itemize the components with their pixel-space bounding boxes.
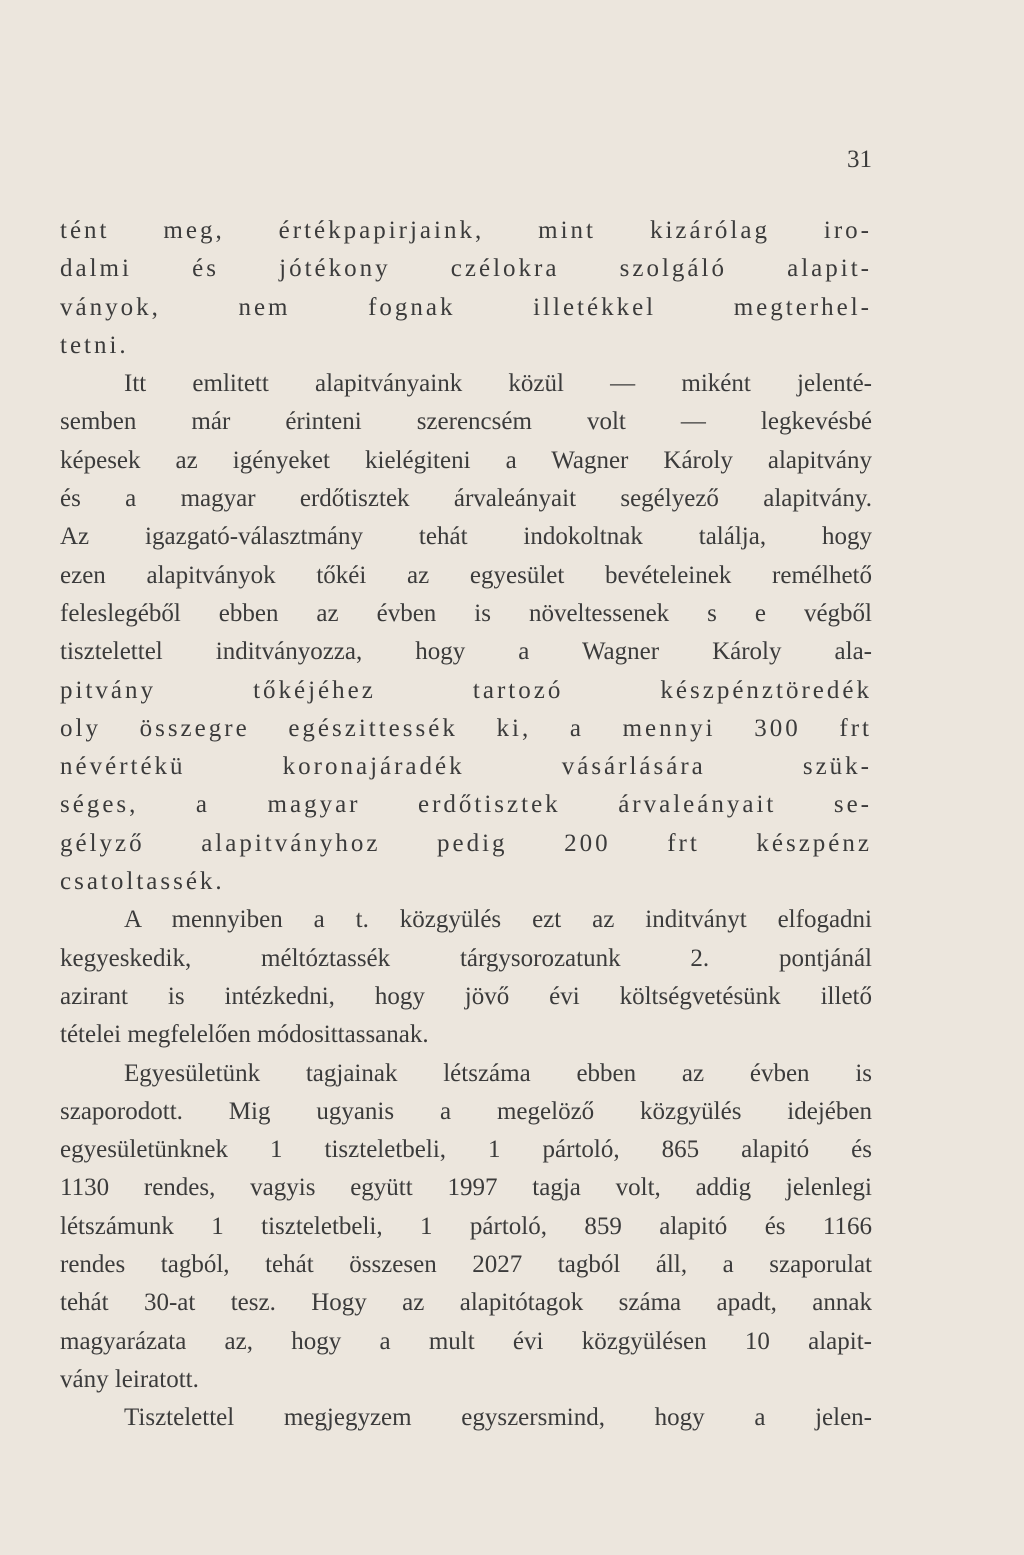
text-line: szaporodott. Mig ugyanis a megelöző közgyülés idejében — [60, 1097, 872, 1125]
text-line: 1130 rendes, vagyis együtt 1997 tagja volt, addig jelenlegi — [60, 1174, 872, 1202]
text-line: csatoltassék. — [60, 868, 225, 896]
text-line: rendes tagból, tehát összesen 2027 tagból áll, a szaporulat — [60, 1251, 872, 1279]
text-line: oly összegre egészittessék ki, a mennyi 300 frt — [60, 714, 872, 742]
text-line: Az igazgató-választmány tehát indokoltnak találja, hogy — [60, 523, 872, 551]
text-line: vány leiratott. — [60, 1365, 199, 1393]
text-line: gélyző alapitványhoz pedig 200 frt készpénz — [60, 829, 872, 857]
text-line: névértékü koronajáradék vásárlására szük- — [60, 753, 872, 781]
text-line: tehát 30-at tesz. Hogy az alapitótagok száma apadt, annak — [60, 1289, 872, 1317]
text-line: ezen alapitványok tőkéi az egyesület bevételeinek remélhető — [60, 561, 872, 589]
page-number: 31 — [847, 146, 872, 173]
body-text — [60, 212, 872, 1438]
text-line: létszámunk 1 tiszteletbeli, 1 pártoló, 859 alapitó és 1166 — [60, 1212, 872, 1240]
paragraph-start-line: Itt emlitett alapitványaink közül — miként jelenté- — [124, 370, 872, 398]
text-line: azirant is intézkedni, hogy jövő évi költségvetésünk illető — [60, 982, 872, 1010]
text-line: magyarázata az, hogy a mult évi közgyülésen 10 alapit- — [60, 1327, 872, 1355]
paragraph-start-line: A mennyiben a t. közgyülés ezt az inditványt elfogadni — [124, 906, 872, 934]
text-line: séges, a magyar erdőtisztek árvaleányait se- — [60, 791, 872, 819]
text-line: képesek az igényeket kielégiteni a Wagner Károly alapitvány — [60, 446, 872, 474]
text-line: dalmi és jótékony czélokra szolgáló alapit- — [60, 255, 872, 283]
text-line: pitvány tőkéjéhez tartozó készpénztöredék — [60, 676, 872, 704]
text-line: és a magyar erdőtisztek árvaleányait segélyező alapitvány. — [60, 485, 872, 513]
text-line: egyesületünknek 1 tiszteletbeli, 1 pártoló, 865 alapitó és — [60, 1136, 872, 1164]
paragraph-start-line: Tisztelettel megjegyzem egyszersmind, hogy a jelen- — [124, 1404, 872, 1432]
text-line: kegyeskedik, méltóztassék tárgysorozatunk 2. pontjánál — [60, 944, 872, 972]
text-line: tisztelettel inditványozza, hogy a Wagner Károly ala- — [60, 638, 872, 666]
text-line: tetni. — [60, 331, 129, 359]
paragraph-start-line: Egyesületünk tagjainak létszáma ebben az évben is — [124, 1059, 872, 1087]
text-line: tént meg, értékpapirjaink, mint kizárólag iro- — [60, 217, 872, 244]
text-line: tételei megfelelően módosittassanak. — [60, 1021, 429, 1049]
text-line: feleslegéből ebben az évben is növeltessenek s e végből — [60, 599, 872, 627]
text-line: ványok, nem fognak illetékkel megterhel- — [60, 293, 872, 321]
text-line: semben már érinteni szerencsém volt — legkevésbé — [60, 408, 872, 436]
